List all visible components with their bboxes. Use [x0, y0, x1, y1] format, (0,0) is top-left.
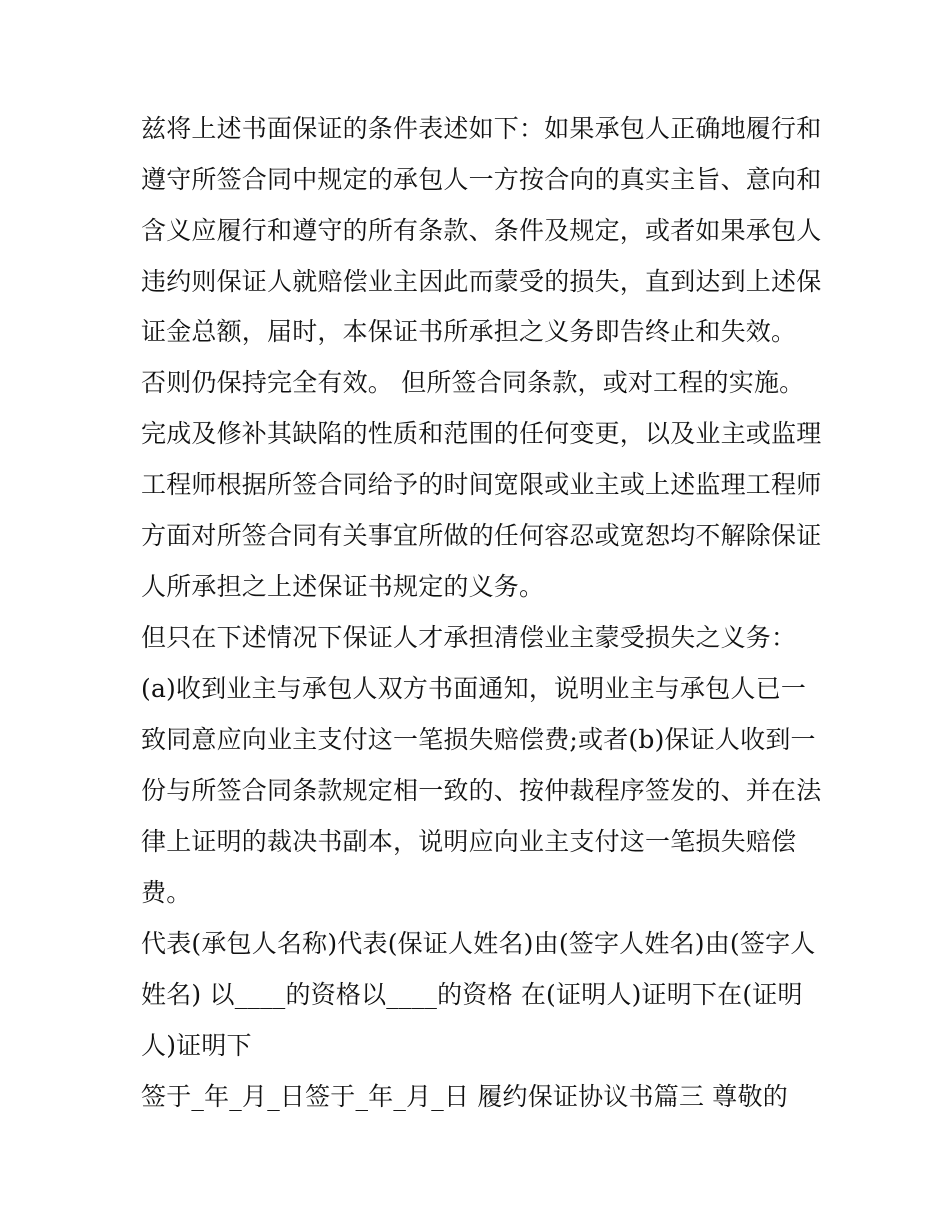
text-line: 律上证明的裁决书副本，说明应向业主支付这一笔损失赔偿	[141, 827, 797, 856]
text-line: 但只在下述情况下保证人才承担清偿业主蒙受损失之义务：	[141, 623, 797, 652]
text-line: 兹将上述书面保证的条件表述如下：如果承包人正确地履行和	[141, 114, 822, 143]
text-line: 遵守所签合同中规定的承包人一方按合向的真实主旨、意向和	[141, 165, 822, 194]
text-line: 含义应履行和遵守的所有条款、条件及规定，或者如果承包人	[141, 216, 822, 245]
text-line: 费。	[141, 878, 192, 907]
text-line: (a)收到业主与承包人双方书面通知，说明业主与承包人已一	[141, 674, 807, 703]
text-line: 致同意应向业主支付这一笔损失赔偿费;或者(b)保证人收到一	[141, 725, 816, 754]
text-line: 否则仍保持完全有效。 但所签合同条款，或对工程的实施。	[141, 368, 805, 397]
text-line: 份与所签合同条款规定相一致的、按仲裁程序签发的、并在法	[141, 776, 822, 805]
text-line: 签于_年_月_日签于_年_月_日 履约保证协议书篇三 尊敬的	[141, 1082, 788, 1111]
text-line: 证金总额，届时，本保证书所承担之义务即告终止和失效。	[141, 317, 797, 346]
text-line: 方面对所签合同有关事宜所做的任何容忍或宽恕均不解除保证	[141, 521, 822, 550]
text-line: 代表(承包人名称)代表(保证人姓名)由(签字人姓名)由(签字人	[141, 929, 816, 958]
text-line: 姓名) 以____的资格以____的资格 在(证明人)证明下在(证明	[141, 980, 803, 1009]
text-line: 完成及修补其缺陷的性质和范围的任何变更，以及业主或监理	[141, 419, 822, 448]
text-line: 工程师根据所签合同给予的时间宽限或业主或上述监理工程师	[141, 470, 822, 499]
text-line: 人所承担之上述保证书规定的义务。	[141, 572, 545, 601]
text-line: 人)证明下	[141, 1031, 252, 1060]
text-line: 违约则保证人就赔偿业主因此而蒙受的损失，直到达到上述保	[141, 267, 822, 296]
